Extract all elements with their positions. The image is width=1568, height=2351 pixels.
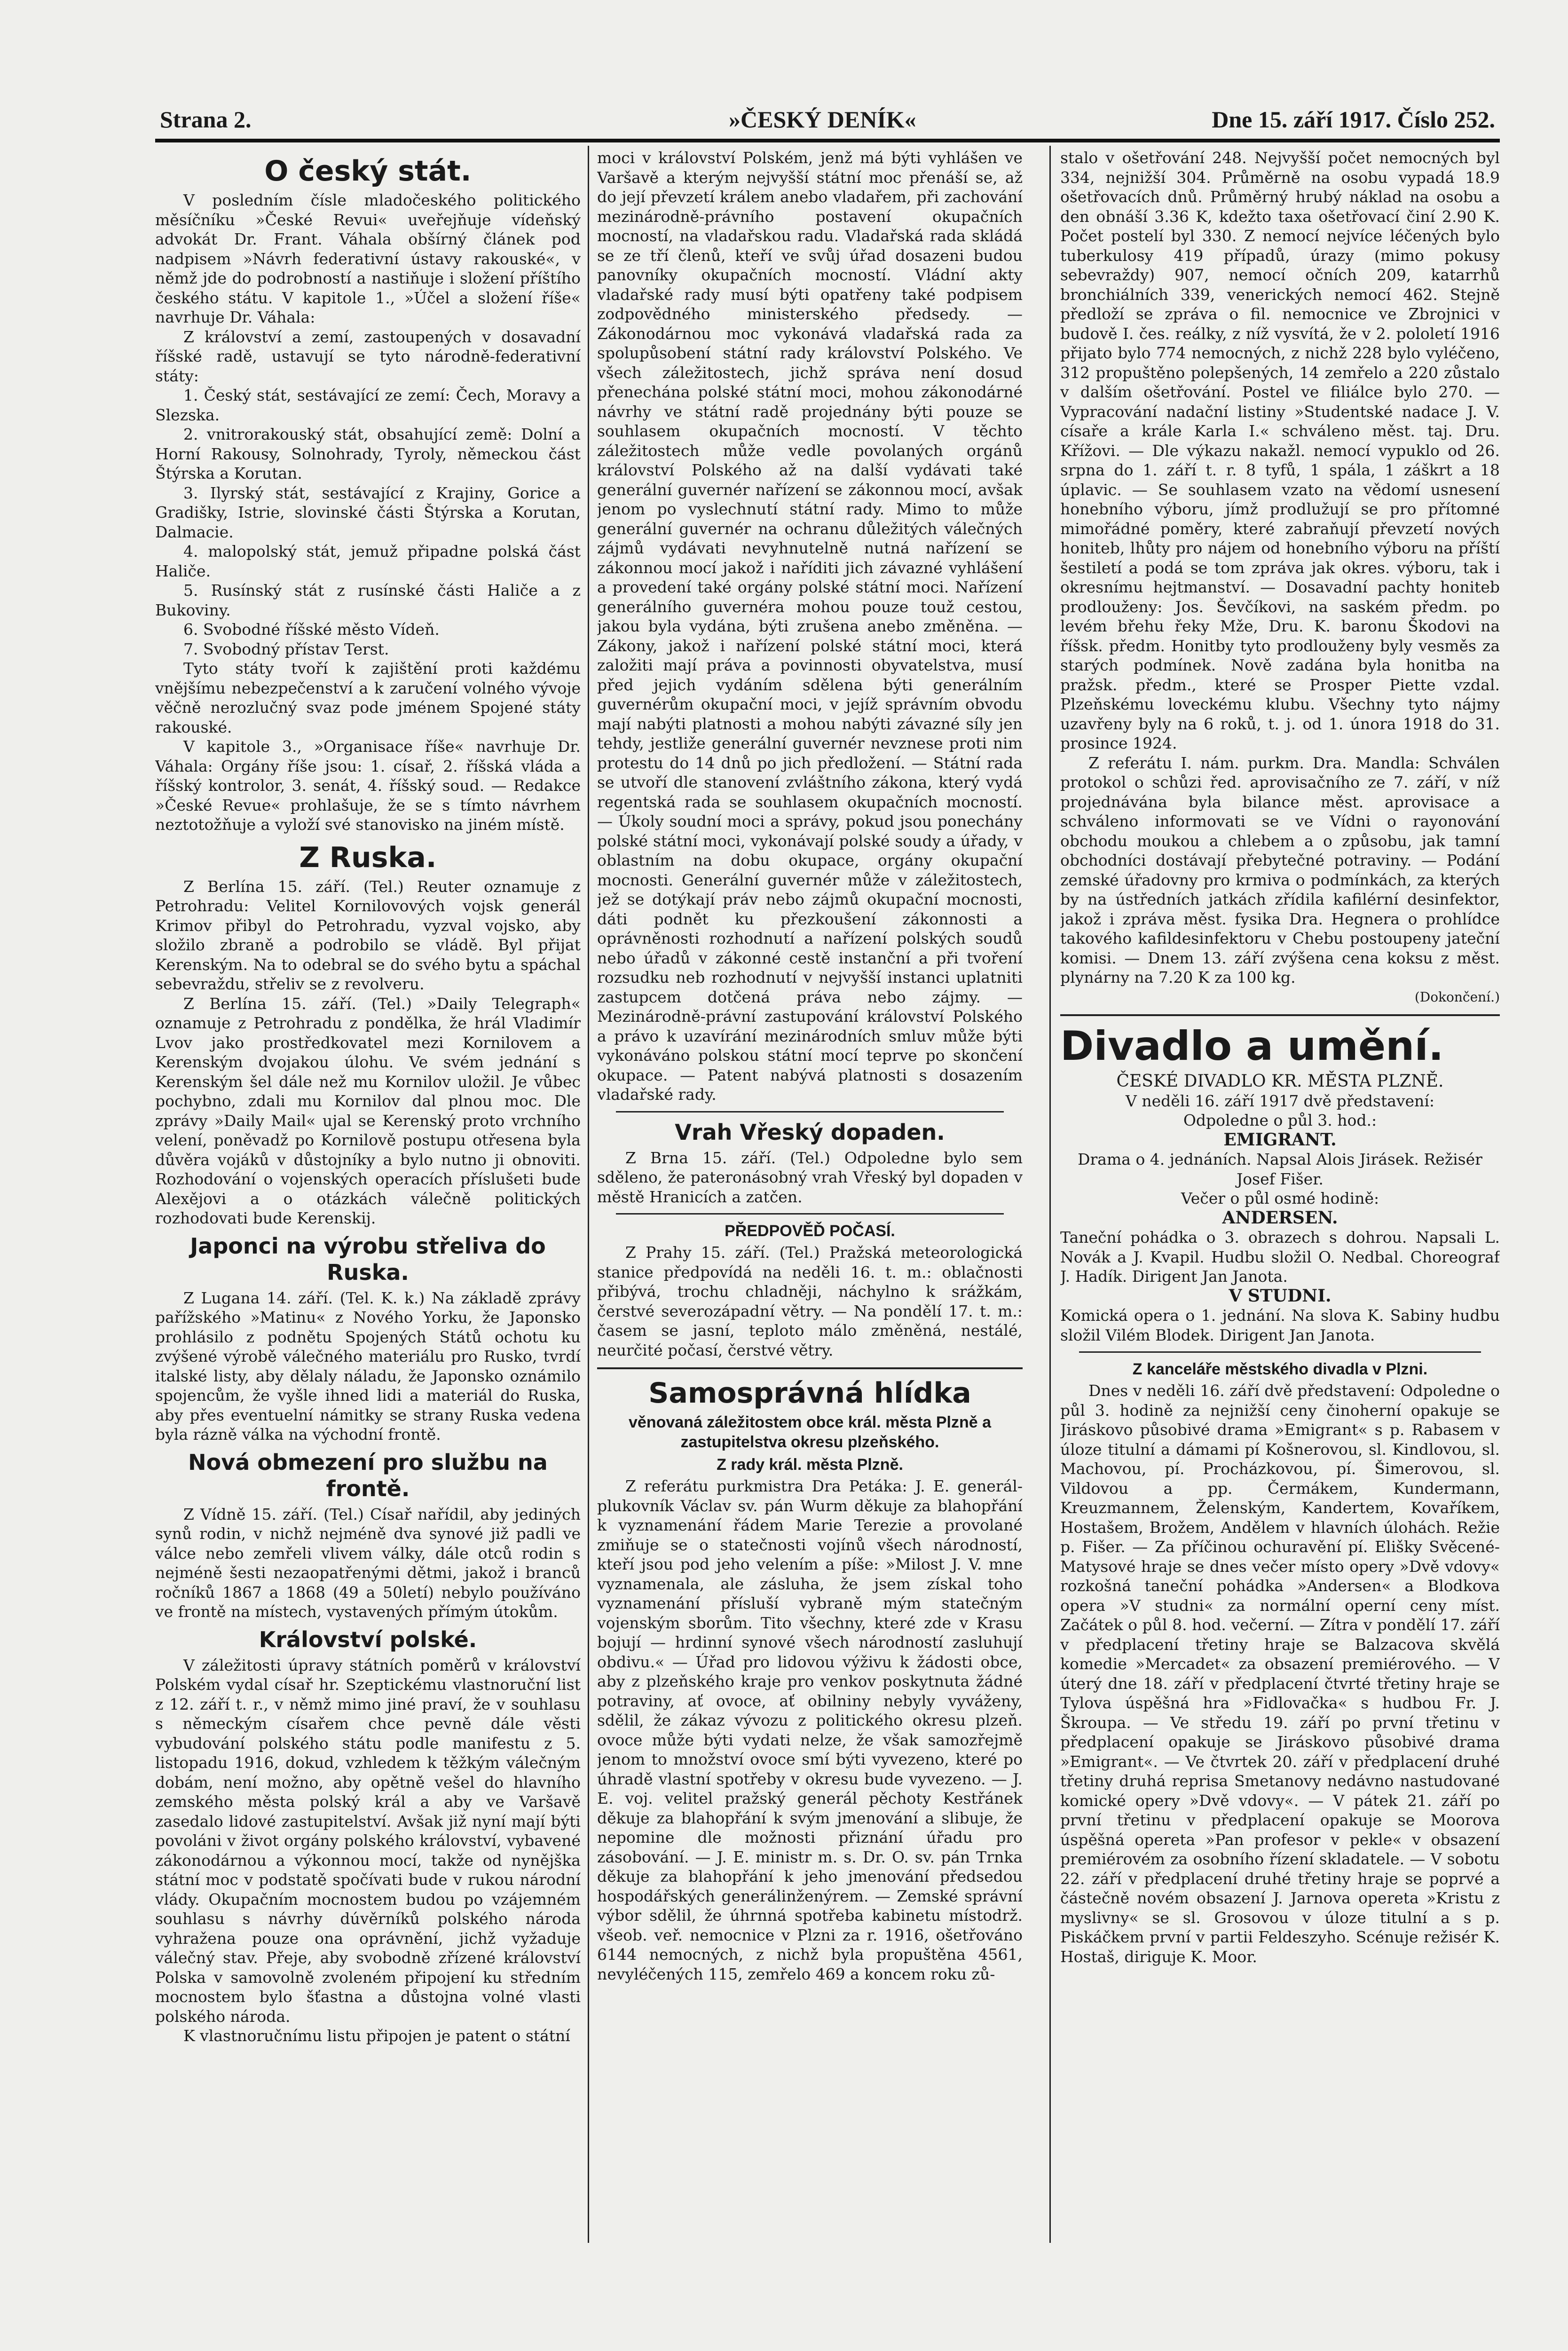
paragraph: V posledním čísle mladočeského politického měsíčníku »České Revui« uveřejňuje vídeňský advokát Dr. Frant. Váhala obšírný článek pod nadpisem »Návrh federativní ústavy rakouské«, v němž jde do podrobností a nastiňuje i složení příštího českého státu. V kapitole 1., »Účel a složení říše« navrhuje Dr. Váhala: [155, 191, 581, 326]
headline: Nová obmezení pro službu na frontě. [188, 1449, 548, 1501]
separator [616, 1213, 1004, 1215]
play-title: ANDERSEN. [1222, 1207, 1338, 1228]
play-details: Taneční pohádka o 3. obrazech s dohrou. Napsali L. Novák a J. Kvapil. Hudbu složil O. Nedbal. Choreograf J. Hadík. Dirigent Jan Janota. [1060, 1228, 1500, 1286]
paragraph: 6. Svobodné říšské město Vídeň. [183, 620, 440, 639]
paragraph: Z Berlína 15. září. (Tel.) »Daily Telegraph« oznamuje z Petrohradu z pondělka, že hrál Vladimír Lvov jako prostředkovatel mezi Kornilovem a Kerenským dvojakou úlohu. Ve svém jednání s Kerenským šel dále než mu Kornilov uložil. Je vůbec pochybno, zdali mu Kornilov dal plnou moc. Dle zprávy »Daily Mail« ujal se Kerenský proto vrchního velení, poněvadž po Kornilově postupu otřesena byla důvěra vojáků v důstojníky a bylo nutno ji obnoviti. Rozhodování o vojenských operacích příslušeti bude Alexějovi a o otázkách válečně politických rozhodovati bude Kerenskij. [155, 994, 581, 1227]
paragraph: Tyto státy tvoří k zajištění proti každému vnějšímu nebezpečenství a k zaručení volného vývoje věčně nerozlučný svaz pode jménem Spojené státy rakouské. [155, 659, 581, 736]
headline: Vrah Vřeský dopaden. [675, 1119, 945, 1145]
column-1 [155, 148, 581, 2264]
program-time: Večer o půl osmé hodině: [1181, 1189, 1379, 1207]
paragraph: Z Berlína 15. září. (Tel.) Reuter oznamuje z Petrohradu: Velitel Kornilovových vojsk generál Krimov přibyl do Petrohradu, vyzval vojsko, aby složilo zbraně a podrobilo se vládě. Byl přijat Kerenským. Na to odebral se do svého bytu a spáchal sebevraždu, střeliv se z revolveru. [155, 877, 581, 993]
paragraph: stalo v ošetřování 248. Nejvyšší počet nemocných byl 334, nejnižší 304. Průměrně na osobu vypadá 18.9 ošetřovacích dnů. Průměrný hrubý náklad na osobu a den obnáší 3.36 K, kdežto taxa ošetřovací činí 2.90 K. Počet postelí byl 330. Z nemocí nejvíce léčených bylo tuberkulosy 419 případů, úrazy (mimo pokusy sebevraždy) 907, nemocí očních 209, katarrhů bronchiálních 339, venerických nemocí 462. Stejně předloží se zpráva o fil. nemocnice ve Zbrojnici v budově I. čes. reálky, z níž vysvítá, že v 2. pololetí 1916 přijato bylo 774 nemocných, z nichž 228 bylo vyléčeno, 312 propuštěno polepšených, 14 zemřelo a 220 zůstalo v dalším ošetřování. Postel ve filiálce bylo 270. — Vypracování nadační listiny »Studentské nadace J. V. císaře a krále Karla I.« schváleno měst. taj. Dru. Křížovi. — Dle výkazu nakažl. nemocí vypuklo od 26. srpna do 1. září t. r. 8 tyfů, 1 spála, 1 záškrt a 18 úplavic. — Se souhlasem vzato na vědomí usnesení honebního výboru, jímž prodlužují se pro přítomné mimořádné poměry, které zabraňují převzetí nových honiteb, lhůty pro nájem od honebního výboru na příští šestiletí a podá se tom zpráva jak okres. výboru, tak i okresnímu hejtmanství. — Dosavadní pachty honiteb prodlouženy: Jos. Ševčíkovi, na saském předm. po levém břehu řeky Mže, Dru. K. baronu Škodovi na říšsk. předm. Honitby tyto prodlouženy byly vesměs za starých podmínek. Nově zadána byla honitba na pražsk. předm., které se Prosper Piette vzdal. Plzeňskému loveckému klubu. Všechny tyto nájmy uzavřeny byly na 6 roků, t. j. od 1. února 1918 do 31. prosince 1924. [1060, 149, 1500, 752]
issue-date: Dne 15. září 1917. Číslo 252. [1212, 106, 1495, 133]
headline: O český stát. [264, 155, 472, 188]
separator [616, 1111, 1004, 1112]
separator [1079, 1351, 1481, 1353]
program-time: Odpoledne o půl 3. hod.: [1183, 1111, 1377, 1129]
paragraph: 3. Ilyrský stát, sestávající z Krajiny, Gorice a Gradišky, Istrie, slovinské části Štýrska a Korutan, Dalmacie. [155, 483, 581, 541]
separator [1060, 1014, 1500, 1016]
section-subtitle: věnovaná záležitostem obce král. města Plzně a zastupitelstva okresu plzeňského. [629, 1413, 991, 1451]
paragraph: Z Brna 15. září. (Tel.) Odpoledne bylo sem sděleno, že pateronásobný vrah Vřeský byl dopaden v městě Hranicích a zatčen. [597, 1148, 1023, 1206]
paragraph: V kapitole 3., »Organisace říše« navrhuje Dr. Váhala: Orgány říše jsou: 1. císař, 2. říšská vláda a říšský kontrolor, 3. senát, 4. říšský soud. — Redakce »České Revue« prohlašuje, že se s tímto návrhem neztotožňuje a vyloží své stanovisko na jiném místě. [155, 737, 581, 834]
column-3 [1060, 148, 1500, 2264]
paragraph: Z království a zemí, zastoupených v dosavadní říšské radě, ustavují se tyto národně-federativní státy: [155, 327, 581, 385]
play-title: EMIGRANT. [1223, 1129, 1337, 1150]
play-title: V STUDNI. [1229, 1286, 1332, 1306]
paragraph: Z referátu purkmistra Dra Petáka: J. E. generál-plukovník Václav sv. pán Wurm děkuje za blahopřání k vyznamenání řádem Marie Terezie a provolané zmiňuje se o statečnosti vojínů všech národností, kteří jsou pod jeho velením a píše: »Milost J. V. mne vyznamenala, ale zásluha, že jsem získal toho vyznamenání přísluší vybraně mým statečným vojenským sborům. Tito všechny, které zde v Krasu bojují — hrdinní synové všech národností zasluhují obdivu.« — Úřad pro lidovou výživu k žádosti obce, aby z plzeňského kraje pro venkov poskytnuta žádné potraviny, ať ovoce, ať obilniny nebyly vyváženy, sdělil, že zákaz vývozu z politického okresu plzeň. ovoce může býti vydati nelze, že však samozřejmě jenom to množství ovoce smí býti vyvezeno, které po úhradě vlastní spotřeby v okresu bude vyvezeno. — J. E. voj. velitel pražský generál pěchoty Kestřánek děkuje za blahopřání k svým jmenování a slibuje, že nepomine dle možnosti přiznání úřadu pro zásobování. — J. E. ministr m. s. Dr. O. sv. pán Trnka děkuje za blahopřání k jeho jmenování předsedou hospodářských generálinženýrem. — Zemské správní výbor sdělil, že úhrnná spotřeba kabinetu místodrž. všeob. veř. nemocnice v Plzni za r. 1916, ošetřováno 6144 nemocných, z nichž byla propuštěna 4561, nevyléčených 115, zemřelo 469 a koncem roku zů- [597, 1477, 1023, 1983]
paragraph: Z Lugana 14. září. (Tel. K. k.) Na základě zprávy pařížského »Matinu« z Nového Yorku, že Japonsko prohlásilo z podnětu Spojených Států ochotu ku zvýšené výrobě válečného materiálu pro Rusko, tvrdí italské listy, aby dělaly náladu, že Japonsko oznámilo spojencům, že vyšle ihned lidi a materiál do Ruska, aby přes eventuelní námitky se strany Ruska vedena byla rázně válka na východní frontě. [155, 1288, 581, 1444]
paragraph: 5. Rusínský stát z rusínské části Haliče a z Bukoviny. [155, 581, 581, 619]
paragraph: moci v království Polském, jenž má býti vyhlášen ve Varšavě a kterým nejvyšší státní moc přenáší se, až do její převzetí králem anebo vladařem, při zachování mezinárodně-právního postavení okupačních mocností, na vladařskou radu. Vladařská rada skládá se ze tří členů, kteří ve svůj úřad dosazeni budou panovníky okupačních mocností. Vládní akty vladařské rady musí býti opatřeny také podpisem zodpovědného ministerského předsedy. — Zákonodárnou moc vykonává vladařská rada za spolupůsobení státní rady království Polského. Ve všech záležitostech, jichž správa není dosud přenechána polské státní moci, mohou zákonodárné návrhy ve státní radě projednány býti pouze se souhlasem okupačních mocností. V těchto záležitostech může vedle povolaných orgánů království Polského až na další vydávati také generální guvernér nařízení se zákonnou mocí, avšak jenom po vyslechnutí státní rady. Mimo to může generální guvernér na ochranu důležitých válečných zájmů vydávati nevyhnutelně nutná nařízení se zákonnou mocí jakož i naříditi jich závazné vyhlášení a provedení také orgány polské státní moci. Nařízení generálního guvernéra mohou pouze touž cestou, jakou byla vydána, býti zrušena anebo změněna. — Zákony, jakož i nařízení polské státní moci, která založiti mají práva a povinnosti obyvatelstva, musí před jejich vydáním sdělena býti generálním guvernérům okupační moci, v jejíž správním obvodu mají nabýti platnosti a mohou nabýti závazné síly jen tehdy, jestliže generální guvernér nevznese proti nim protestu do 14 dnů po jich předložení. — Státní rada se utvoří dle stanovení zvláštního zákona, který vydá regentská rada se souhlasem okupačních mocností. — Úkoly soudní moci a správy, pokud jsou ponechány polské státní moci, vykonávají polské soudy a úřady, v oblastním na dobu okupace, orgány okupační mocnosti. Generální guvernér může v záležitostech, jež se dotýkají práv nebo zájmů okupační mocnosti, dáti podnět ku přezkoušení zákonnosti a oprávněnosti rozhodnutí a nařízení polských soudů nebo úřadů v zákonné cestě instanční a při tvoření rozsudku neb rozhodnutí v nejvyšší instanci uplatniti zastupcem dotčená práva nebo zájmy. — Mezinárodně-právní zastupování království Polského a právo k uzavírání mezinárodních smluv může býti vykonáváno polskou státní mocí teprve po skončení okupace. — Patent nabývá platnosti s dosazením vladařské rady. [597, 149, 1023, 1104]
program-day: V neděli 16. září 1917 dvě představení: [1126, 1091, 1434, 1110]
paragraph: 1. Český stát, sestávající ze zemí: Čech, Moravy a Slezska. [155, 386, 581, 424]
paragraph: Z Prahy 15. září. (Tel.) Pražská meteorologická stanice předpovídá na neděli 16. t. m.: oblačnosti přibývá, trochu chladněji, náchylno k srážkám, čerstvé severozápadní větry. — Na pondělí 17. t. m.: časem se jasní, teploto málo změněná, nestálé, neurčité počasí, čerstvé větry. [597, 1243, 1023, 1359]
masthead [155, 106, 1500, 139]
play-details: Drama o 4. jednáních. Napsal Alois Jirásek. Režisér Josef Fišer. [1078, 1150, 1482, 1188]
headline: Království polské. [259, 1626, 477, 1652]
headline: Z rady král. města Plzně. [717, 1456, 903, 1474]
paragraph: Z referátu I. nám. purkm. Dra. Mandla: Schválen protokol o schůzi řed. aprovisačního ze 7. září, v níž projednávána byla bilance měst. aprovisace a schváleno informovati se ve Vídni o rayonování obchodu moukou a chlebem a o způsobu, jak tamní obchodníci dostávají přebytečné potraviny. — Podání zemské úřadovny pro krmiva o podmínkách, za kterých by na ústředních jatkách zřídila kafilérní desinfektor, jakož i zpráva měst. fysika Dra. Hegnera o prohlídce takového kafildesinfektoru v Chebu postoupeny jateční komisi. — Dnem 13. září zvýšena cena koksu z měst. plynárny na 7.20 K za 100 kg. [1060, 753, 1500, 986]
page-number: Strana 2. [160, 106, 252, 133]
newspaper-title: »ČESKÝ DENÍK« [729, 106, 916, 133]
headline: Z kanceláře městského divadla v Plzni. [1132, 1360, 1428, 1378]
section-title: Samosprávná hlídka [648, 1377, 971, 1410]
paragraph: K vlastnoručnímu listu připojen je patent o státní [183, 2027, 570, 2045]
paragraph: 7. Svobodný přístav Terst. [183, 639, 389, 658]
theater-name: ČESKÉ DIVADLO KR. MĚSTA PLZNĚ. [1116, 1072, 1444, 1091]
section-title: Divadlo a umění. [1060, 1023, 1444, 1070]
column-divider [1049, 146, 1051, 2243]
paragraph: 2. vnitrorakouský stát, obsahující země: Dolní a Horní Rakousy, Solnohrady, Tyroly, německou část Štýrska a Korutan. [155, 425, 581, 482]
headline: Z Ruska. [299, 841, 437, 874]
paragraph: Z Vídně 15. září. (Tel.) Císař nařídil, aby jediných synů rodin, v nichž nejméně dva synové již padli ve válce nebo zemřeli vlivem války, dále otců rodin s nejméně šesti nezaopatřenými dětmi, jakož i branců ročníků 1867 a 1868 (49 a 50letí) nebylo používáno ve frontě na místech, vystavených přímým útokům. [155, 1505, 581, 1621]
column-divider [588, 146, 589, 2243]
paragraph: 4. malopolský stát, jemuž připadne polská část Haliče. [155, 542, 581, 580]
continued-note: (Dokončení.) [1414, 989, 1500, 1005]
headline: PŘEDPOVĚĎ POČASÍ. [725, 1222, 895, 1240]
header-rule [155, 139, 1500, 142]
headline: Japonci na výrobu střeliva do Ruska. [190, 1233, 546, 1285]
play-details: Komická opera o 1. jednání. Na slova K. Sabiny hudbu složil Vilém Blodek. Dirigent Jan Janota. [1060, 1306, 1500, 1344]
separator [597, 1367, 1023, 1369]
paragraph: V záležitosti úpravy státních poměrů v království Polském vydal císař hr. Szeptickému vlastnoruční list z 12. září t. r., v němž mimo jiné praví, že v souhlasu s německým císařem chce pevně dále věsti vybudování polského státu podle manifestu z 5. listopadu 1916, dokud, vzhledem k těžkým válečným dobám, není možno, aby opětně vešel do hlavního zemského města polský král a aby ve Varšavě zasedalo lidové zastupitelství. Avšak již nyní mají býti povoláni v život orgány polského království, vybavené zákonodárnou a výkonnou mocí, takže od nynějška státní moc v podstatě spočívati bude v rukou národní vlády. Okupačním mocnostem budou po vzájemném souhlasu s návrhy dúvěrníků polského národa vyhražena pouze ona oprávnění, jichž vyžaduje válečný stav. Přeje, aby svobodně zřízené království Polska v samovolně zvoleném připojení ku středním mocnostem bylo šťastna a důstojna volné vlasti polského národa. [155, 1656, 581, 2026]
column-2 [597, 148, 1023, 2264]
paragraph: Dnes v neděli 16. září dvě představení: Odpoledne o půl 3. hodině za nejnižší ceny činoherní opakuje se Jiráskovo působivé drama »Emigrant« s p. Rabasem v úloze titulní a dámami pí Košnerovou, sl. Kindlovou, sl. Machovou, pí. Procházkovou, pí. Šimerovou, sl. Vildovou a pp. Čermákem, Kundermann, Kreuzmannem, Želenským, Kandertem, Kovaříkem, Hostašem, Brožem, Andělem v hlavních úlohách. Režie p. Fišer. — Za příčinou ochuravění pí. Elišky Svěcené-Matysové hraje se dnes večer místo opery »Dvě vdovy« rozkošná taneční pohádka »Andersen« a Blodkova opera »V studni« za normální operní ceny míst. Začátek o půl 8. hod. večerní. — Zítra v pondělí 17. září v předplacení třetiny hraje se Balzacova skvělá komedie »Mercadet« za obsazení premiérového. — V úterý dne 18. září v předplacení čtvrté třetiny hraje se Tylova úspěšná hra »Fidlovačka« s hudbou Fr. J. Škroupa. — Ve středu 19. září po první třetinu v předplacení opakuje se Jiráskovo působivé drama »Emigrant«. — Ve čtvrtek 20. září v předplacení druhé třetiny druhá reprisa Smetanovy nedávno nastudované komické opery »Dvě vdovy«. — V pátek 21. září po první třetinu v předplacení opakuje se Moorova úspěšná opereta »Pan profesor v pekle« v obsazení premiérovém za osobního řízení skladatele. — V sobotu 22. září v předplacení druhé třetiny hraje se poprvé a částečně novém obsazení J. Jarnova opereta »Kristu z myslivny« se sl. Grosovou v úloze titulní a s p. Piskáčkem první v partii Feldeszyho. Scénuje režisér K. Hostaš, diriguje K. Moor. [1060, 1381, 1500, 1966]
